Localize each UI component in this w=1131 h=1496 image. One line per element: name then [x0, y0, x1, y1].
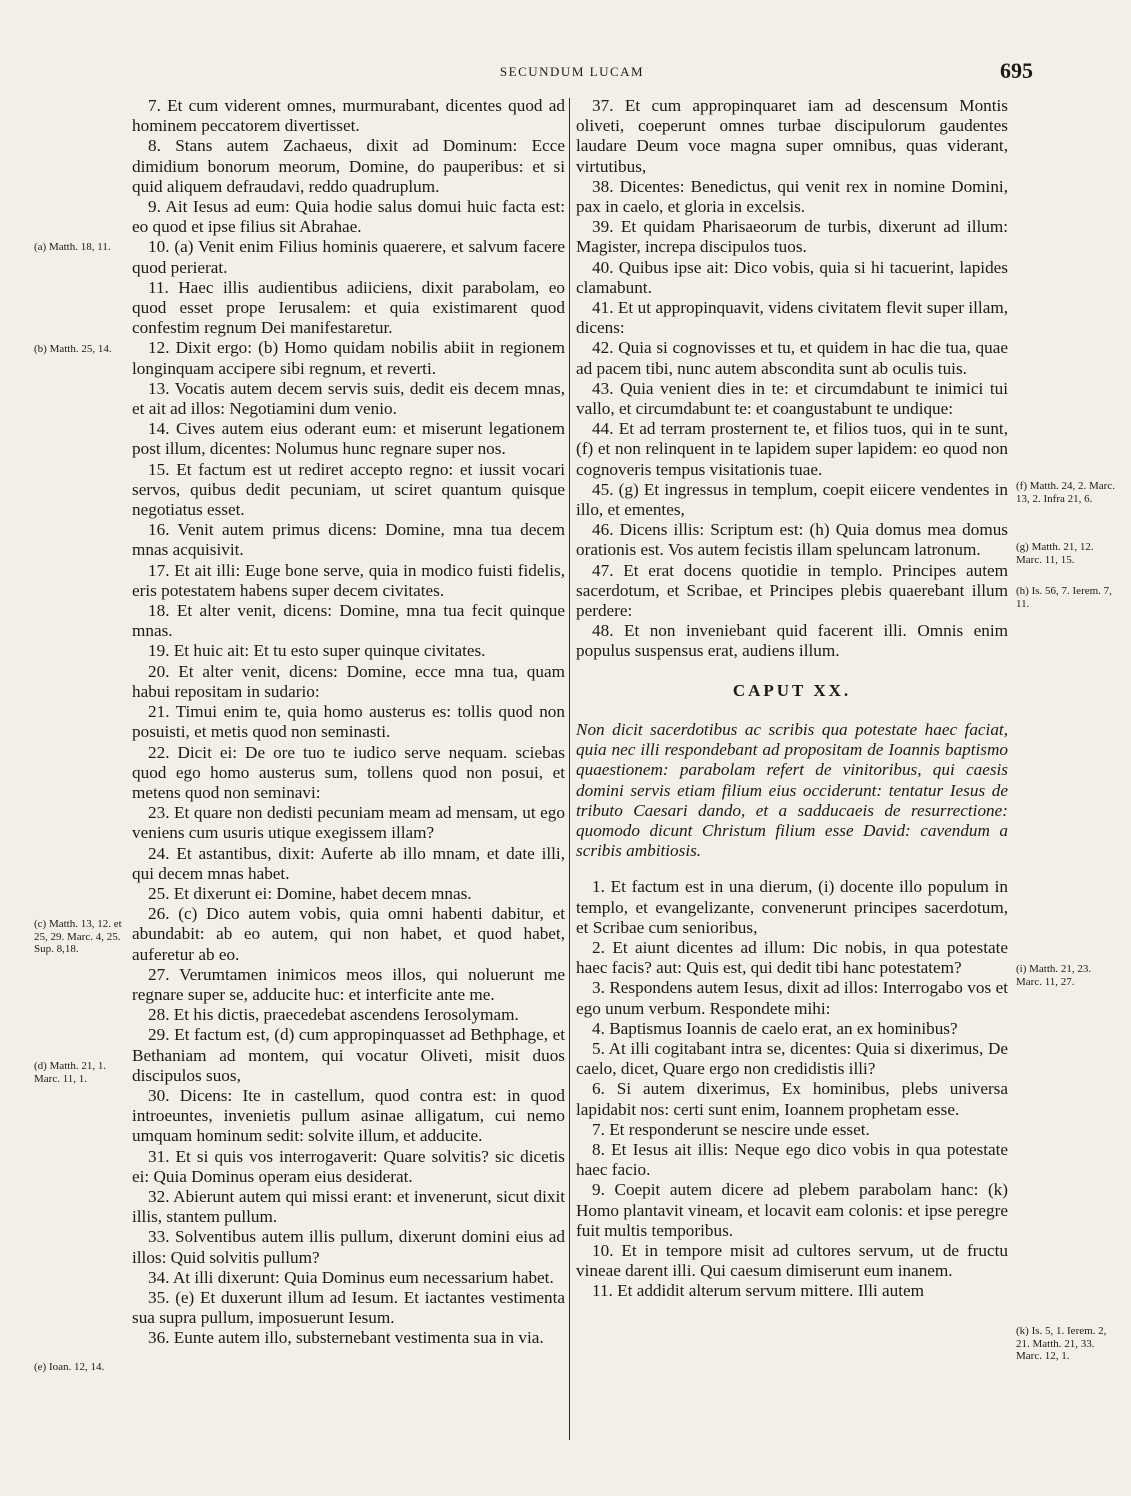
- verse: 43. Quia venient dies in te: et circumdabunt te inimici tui vallo, et circumdabunt te: et coangustabunt te undique:: [576, 378, 1008, 419]
- verse: 20. Et alter venit, dicens: Domine, ecce mna tua, quam habui repositam in sudario:: [132, 661, 565, 701]
- margin-note: (c) Matth. 13, 12. et 25, 29. Marc. 4, 25. Sup. 8,18.: [34, 918, 122, 955]
- margin-note: (h) Is. 56, 7. Ierem. 7, 11.: [1016, 585, 1112, 610]
- verse: 42. Quia si cognovisses et tu, et quidem in hac die tua, quae ad pacem tibi, nunc autem abscondita sunt ab oculis tuis.: [576, 338, 1008, 378]
- verse: 27. Verumtamen inimicos meos illos, qui noluerunt me regnare super se, adducite huc: et interficite ante me.: [132, 964, 565, 1004]
- verse: 11. Et addidit alterum servum mittere. Illi autem: [592, 1281, 925, 1301]
- verse: 35. (e) Et duxerunt illum ad Iesum. Et iactantes vestimenta sua supra pullum, imposuerunt Iesum.: [132, 1287, 565, 1328]
- column-divider: [569, 98, 570, 1440]
- verse: 22. Dicit ei: De ore tuo te iudico serve nequam. sciebas quod ego homo austerus sum, tollens quod non posui, et metens quod non seminavi:: [132, 742, 565, 802]
- verse: 34. At illi dixerunt: Quia Dominus eum necessarium habet.: [148, 1267, 554, 1287]
- running-title: SECUNDUM LUCAM: [499, 64, 645, 79]
- margin-note: (a) Matth. 18, 11.: [34, 241, 111, 253]
- verse: 28. Et his dictis, praecedebat ascendens Ierosolymam.: [148, 1005, 519, 1025]
- margin-note: (e) Ioan. 12, 14.: [34, 1361, 105, 1373]
- margin-note: (d) Matth. 21, 1. Marc. 11, 1.: [34, 1060, 107, 1085]
- verse: 31. Et si quis vos interrogaverit: Quare solvitis? sic dicetis ei: Quia Dominus operam eius desiderat.: [132, 1146, 565, 1186]
- margin-note: (b) Matth. 25, 14.: [34, 343, 112, 355]
- verse: 12. Dixit ergo: (b) Homo quidam nobilis abiit in regionem longinquam accipere sibi regnum, et reverti.: [132, 338, 565, 378]
- left-column: [132, 96, 565, 1349]
- verse: 46. Dicens illis: Scriptum est: (h) Quia domus mea domus orationis est. Vos autem fecistis illam speluncam latronum.: [576, 520, 1008, 560]
- chapter-heading: CAPUT XX.: [732, 680, 852, 700]
- verse: 47. Et erat docens quotidie in templo. Principes autem sacerdotum, et Scribae, et Principes plebis quaerebant illum perdere:: [576, 560, 1008, 621]
- verse: 19. Et huic ait: Et tu esto super quinque civitates.: [148, 641, 486, 661]
- verse: 48. Et non inveniebant quid facerent illi. Omnis enim populus suspensus erat, audiens illum.: [576, 621, 1008, 661]
- verse: 11. Haec illis audientibus adiiciens, dixit parabolam, eo quod esset prope Ierusalem: et quia existimarent quod confestim regnum Dei manifestaretur.: [132, 277, 565, 338]
- verse: 32. Abierunt autem qui missi erant: et invenerunt, sicut dixit illis, stantem pullum.: [132, 1186, 565, 1227]
- verse: 7. Et cum viderent omnes, murmurabant, dicentes quod ad hominem peccatorem divertisset.: [132, 96, 565, 136]
- verse: 4. Baptismus Ioannis de caelo erat, an ex hominibus?: [592, 1018, 958, 1038]
- verse: 45. (g) Et ingressus in templum, coepit eiicere vendentes in illo, et ementes,: [576, 479, 1008, 520]
- chapter-summary: Non dicit sacerdotibus ac scribis qua potestate haec faciat, quia nec illi respondebant ad propositam de Ioannis baptismo quaestionem: parabolam refert de vinitoribus, qui caesis domini servis etiam filium eius occiderunt: tentatur Iesus de tributo Caesari dando, et a sadducaeis de resurrectione: quomodo dicunt Christum filium esse David: cavendum a scribis ambitiosis.: [576, 719, 1008, 861]
- verse: 14. Cives autem eius oderant eum: et miserunt legationem post illum, dicentes: Nolumus hunc regnare super nos.: [132, 419, 565, 459]
- verse: 21. Timui enim te, quia homo austerus es: tollis quod non posuisti, et metis quod non seminasti.: [132, 702, 565, 742]
- page-number: 695: [1000, 58, 1033, 83]
- verse: 1. Et factum est in una dierum, (i) docente illo populum in templo, et evangelizante, convenerunt principes sacerdotum, et Scribae cum senioribus,: [576, 877, 1008, 937]
- verse: 7. Et responderunt se nescire unde esset.: [592, 1119, 870, 1139]
- verse: 3. Respondens autem Iesus, dixit ad illos: Interrogabo vos et ego unum verbum. Respondete mihi:: [576, 978, 1008, 1018]
- verse: 15. Et factum est ut rediret accepto regno: et iussit vocari servos, quibus dedit pecuniam, ut sciret quantum quisque negotiatus esset.: [132, 459, 565, 520]
- verse: 9. Coepit autem dicere ad plebem parabolam hanc: (k) Homo plantavit vineam, et locavit eam colonis: et ipse peregre fuit multis temporibus.: [576, 1180, 1008, 1240]
- verse: 33. Solventibus autem illis pullum, dixerunt domini eius ad illos: Quid solvitis pullum?: [132, 1227, 565, 1267]
- verse: 25. Et dixerunt ei: Domine, habet decem mnas.: [148, 883, 472, 903]
- margin-note: (i) Matth. 21, 23. Marc. 11, 27.: [1016, 963, 1092, 988]
- verse: 8. Et Iesus ait illis: Neque ego dico vobis in qua potestate haec facio.: [576, 1139, 1008, 1180]
- margin-note: (g) Matth. 21, 12. Marc. 11, 15.: [1016, 541, 1094, 566]
- verse: 41. Et ut appropinquavit, videns civitatem flevit super illam, dicens:: [576, 298, 1008, 338]
- verse: 8. Stans autem Zachaeus, dixit ad Dominum: Ecce dimidium bonorum meorum, Domine, do pauperibus: et si quid aliquem defraudavi, reddo quadruplum.: [132, 136, 565, 196]
- margin-note: (f) Matth. 24, 2. Marc. 13, 2. Infra 21, 6.: [1016, 480, 1115, 505]
- verse: 30. Dicens: Ite in castellum, quod contra est: in quod introeuntes, invenietis pullum asinae alligatum, cui nemo umquam hominum sedit: solvite illum, et adducite.: [132, 1085, 565, 1146]
- right-column: [576, 96, 1008, 1302]
- verse: 16. Venit autem primus dicens: Domine, mna tua decem mnas acquisivit.: [132, 520, 565, 560]
- verse: 24. Et astantibus, dixit: Auferte ab illo mnam, et date illi, qui decem mnas habet.: [132, 843, 565, 883]
- verse: 37. Et cum appropinquaret iam ad descensum Montis oliveti, coeperunt omnes turbae discipulorum gaudentes laudare Deum voce magna super omnibus, quas viderant, virtutibus,: [576, 96, 1008, 176]
- verse: 23. Et quare non dedisti pecuniam meam ad mensam, ut ego veniens cum usuris utique exegissem illam?: [132, 803, 565, 843]
- verse: 18. Et alter venit, dicens: Domine, mna tua fecit quinque mnas.: [132, 601, 565, 641]
- verse: 9. Ait Iesus ad eum: Quia hodie salus domui huic facta est: eo quod et ipse filius sit Abrahae.: [132, 197, 565, 237]
- verse: 13. Vocatis autem decem servis suis, dedit eis decem mnas, et ait ad illos: Negotiamini dum venio.: [132, 378, 565, 419]
- verse: 44. Et ad terram prosternent te, et filios tuos, qui in te sunt, (f) et non relinquent in te lapidem super lapidem: eo quod non cognoveris tempus visitationis tuae.: [576, 419, 1008, 479]
- verse: 39. Et quidam Pharisaeorum de turbis, dixerunt ad illum: Magister, increpa discipulos tuos.: [576, 217, 1008, 257]
- verse: 6. Si autem dixerimus, Ex hominibus, plebs universa lapidabit nos: certi sunt enim, Ioannem prophetam esse.: [576, 1079, 1008, 1119]
- verse: 29. Et factum est, (d) cum appropinquasset ad Bethphage, et Bethaniam ad montem, qui vocatur Oliveti, misit duos discipulos suos,: [132, 1025, 565, 1085]
- verse: 2. Et aiunt dicentes ad illum: Dic nobis, in qua potestate haec facis? aut: Quis est, qui dedit tibi hanc potestatem?: [576, 937, 1008, 978]
- verse: 38. Dicentes: Benedictus, qui venit rex in nomine Domini, pax in caelo, et gloria in excelsis.: [576, 176, 1008, 217]
- verse: 10. Et in tempore misit ad cultores servum, ut de fructu vineae darent illi. Qui caesum dimiserunt eum inanem.: [576, 1240, 1008, 1281]
- verse: 5. At illi cogitabant intra se, dicentes: Quia si dixerimus, De caelo, dicet, Quare ergo non credidistis illi?: [576, 1038, 1008, 1079]
- margin-note: (k) Is. 5, 1. Ierem. 2, 21. Matth. 21, 33. Marc. 12, 1.: [1016, 1325, 1107, 1362]
- verse: 40. Quibus ipse ait: Dico vobis, quia si hi tacuerint, lapides clamabunt.: [576, 257, 1008, 297]
- verse: 10. (a) Venit enim Filius hominis quaerere, et salvum facere quod perierat.: [132, 237, 565, 277]
- verse: 36. Eunte autem illo, substernebant vestimenta sua in via.: [148, 1328, 544, 1348]
- verse: 17. Et ait illi: Euge bone serve, quia in modico fuisti fidelis, eris potestatem habens super decem civitates.: [132, 560, 565, 600]
- verse: 26. (c) Dico autem vobis, quia omni habenti dabitur, et abundabit: ab eo autem, qui non habet, et quod habet, auferetur ab eo.: [132, 904, 565, 964]
